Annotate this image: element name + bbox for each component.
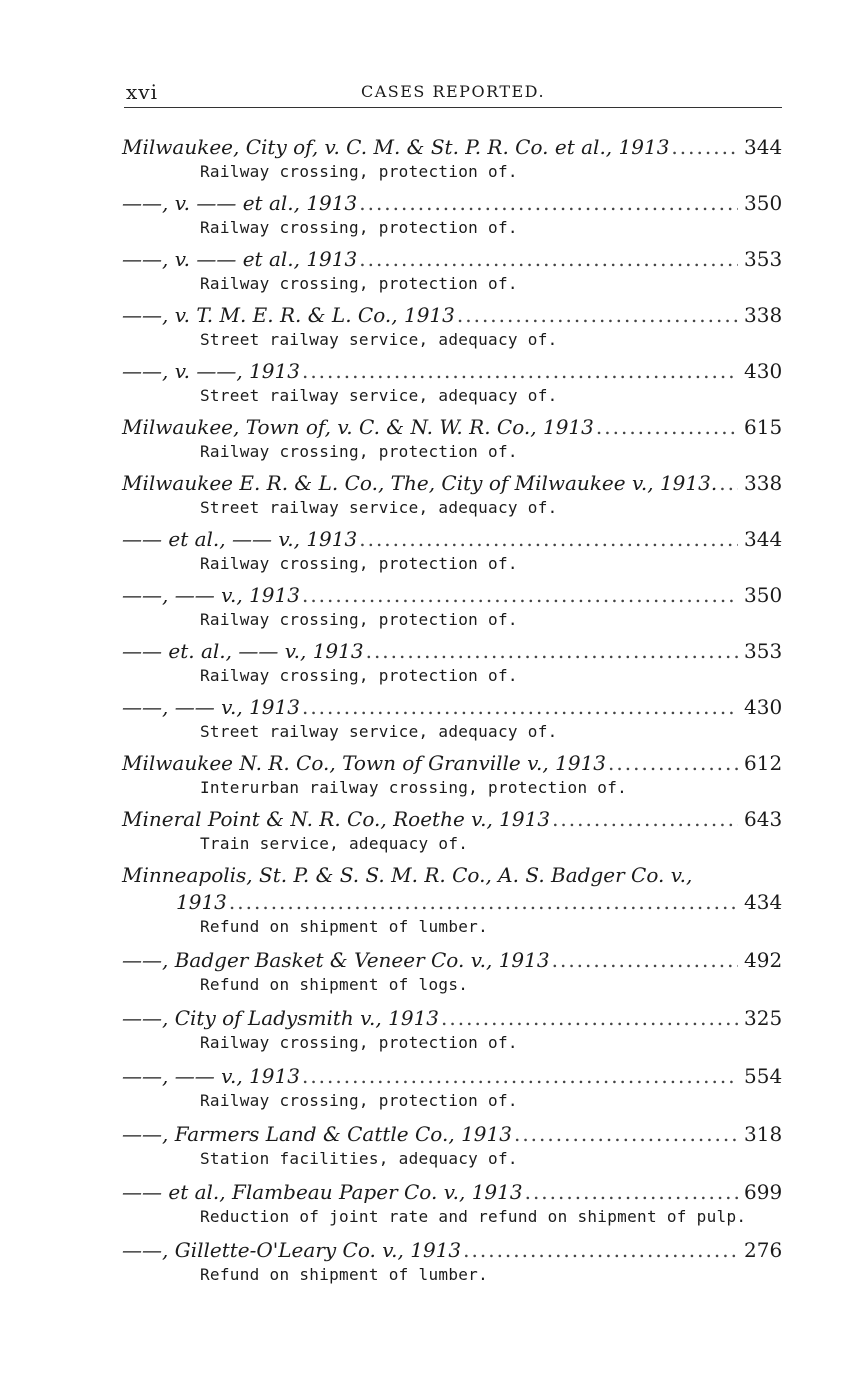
leader-dots — [608, 750, 738, 777]
case-title: ——, v. T. M. E. R. & L. Co., 1913 — [122, 303, 455, 327]
index-entry — [122, 526, 782, 575]
header-rule — [124, 107, 782, 108]
page-ref: 338 — [744, 471, 783, 495]
leader-dots — [463, 1237, 738, 1264]
leader-dots — [302, 694, 738, 721]
leader-dots — [359, 526, 738, 553]
page-ref: 615 — [744, 415, 783, 439]
case-subject: Railway crossing, protection of. — [200, 274, 518, 293]
case-title: Minneapolis, St. P. & S. S. M. R. Co., A. S. Badger Co. v., — [122, 863, 693, 887]
page-ref: 338 — [744, 303, 783, 327]
case-subject: Railway crossing, protection of. — [200, 218, 518, 237]
leader-dots — [596, 414, 738, 441]
case-subject: Railway crossing, protection of. — [200, 442, 518, 461]
case-title: ——, —— v., 1913 — [122, 1064, 300, 1088]
case-title: Milwaukee E. R. & L. Co., The, City of Milwaukee v., 1913. — [122, 471, 718, 495]
running-head: CASES REPORTED. — [360, 82, 546, 101]
case-subject: Railway crossing, protection of. — [200, 666, 518, 685]
case-title: —— et al., Flambeau Paper Co. v., 1913 — [122, 1180, 523, 1204]
leader-dots — [359, 246, 738, 273]
case-title: ——, v. —— et al., 1913 — [122, 191, 358, 215]
index-entry — [122, 134, 782, 183]
page-ref: 344 — [744, 527, 783, 551]
case-subject: Railway crossing, protection of. — [200, 1091, 518, 1110]
leader-dots — [525, 1179, 738, 1206]
case-title: Milwaukee, City of, v. C. M. & St. P. R. Co. et al., 1913 — [122, 135, 670, 159]
case-title: ——, v. —— et al., 1913 — [122, 247, 358, 271]
page-ref: 699 — [744, 1180, 783, 1204]
page-ref: 434 — [744, 890, 783, 914]
page-ref: 350 — [744, 191, 783, 215]
leader-dots — [302, 582, 738, 609]
index-entry — [122, 582, 782, 631]
case-title-continued: 1913 — [176, 890, 227, 914]
index-entry — [122, 750, 782, 799]
case-subject: Train service, adequacy of. — [200, 834, 469, 853]
index-entry — [122, 1121, 782, 1170]
index-entry — [122, 358, 782, 407]
case-title: ——, —— v., 1913 — [122, 583, 300, 607]
case-subject: Street railway service, adequacy of. — [200, 722, 558, 741]
case-title: ——, Farmers Land & Cattle Co., 1913 — [122, 1122, 512, 1146]
index-entry — [122, 1179, 782, 1228]
index-entry — [122, 862, 782, 938]
case-title: ——, v. ——, 1913 — [122, 359, 300, 383]
case-title: —— et al., —— v., 1913 — [122, 527, 358, 551]
page-ref: 353 — [744, 639, 783, 663]
index-entry — [122, 1063, 782, 1112]
leader-dots — [229, 889, 738, 916]
index-entry — [122, 947, 782, 996]
page-ref: 492 — [744, 948, 783, 972]
case-subject: Reduction of joint rate and refund on shipment of pulp. — [200, 1207, 747, 1226]
page-ref: 643 — [744, 807, 783, 831]
case-subject: Street railway service, adequacy of. — [200, 498, 558, 517]
case-title: —— et. al., —— v., 1913 — [122, 639, 364, 663]
leader-dots — [514, 1121, 738, 1148]
page-header — [124, 80, 782, 108]
index-entry — [122, 806, 782, 855]
case-subject: Street railway service, adequacy of. — [200, 330, 558, 349]
case-subject: Railway crossing, protection of. — [200, 1033, 518, 1052]
index-entry — [122, 302, 782, 351]
case-title: ——, —— v., 1913 — [122, 695, 300, 719]
leader-dots — [359, 190, 738, 217]
case-subject: Railway crossing, protection of. — [200, 162, 518, 181]
index-entry — [122, 694, 782, 743]
index-entry — [122, 1005, 782, 1054]
case-subject: Street railway service, adequacy of. — [200, 386, 558, 405]
index-entry — [122, 414, 782, 463]
case-title: ——, Gillette-O'Leary Co. v., 1913 — [122, 1238, 462, 1262]
leader-dots — [441, 1005, 738, 1032]
case-subject: Railway crossing, protection of. — [200, 610, 518, 629]
leader-dots — [302, 358, 738, 385]
case-title: Mineral Point & N. R. Co., Roethe v., 1913 — [122, 807, 551, 831]
leader-dots — [719, 470, 738, 497]
page-ref: 318 — [744, 1122, 783, 1146]
case-index-list — [122, 134, 782, 1295]
leader-dots — [552, 806, 738, 833]
index-entry — [122, 638, 782, 687]
leader-dots — [671, 134, 738, 161]
page-ref: 344 — [744, 135, 783, 159]
case-title: ——, Badger Basket & Veneer Co. v., 1913 — [122, 948, 550, 972]
leader-dots — [366, 638, 738, 665]
page-ref: 554 — [744, 1064, 783, 1088]
index-entry — [122, 190, 782, 239]
page-number: xvi — [126, 80, 158, 104]
case-subject: Station facilities, adequacy of. — [200, 1149, 518, 1168]
case-subject: Refund on shipment of logs. — [200, 975, 469, 994]
index-entry — [122, 470, 782, 519]
index-entry — [122, 246, 782, 295]
case-title: Milwaukee, Town of, v. C. & N. W. R. Co., 1913 — [122, 415, 594, 439]
index-entry — [122, 1237, 782, 1286]
case-subject: Refund on shipment of lumber. — [200, 1265, 489, 1284]
leader-dots — [457, 302, 738, 329]
case-subject: Refund on shipment of lumber. — [200, 917, 489, 936]
case-title: Milwaukee N. R. Co., Town of Granville v., 1913 — [122, 751, 607, 775]
page-ref: 430 — [744, 695, 783, 719]
page-ref: 612 — [744, 751, 783, 775]
page-ref: 276 — [744, 1238, 783, 1262]
case-subject: Railway crossing, protection of. — [200, 554, 518, 573]
page-ref: 350 — [744, 583, 783, 607]
case-title: ——, City of Ladysmith v., 1913 — [122, 1006, 440, 1030]
case-subject: Interurban railway crossing, protection of. — [200, 778, 628, 797]
leader-dots — [302, 1063, 738, 1090]
leader-dots — [552, 947, 738, 974]
page-ref: 430 — [744, 359, 783, 383]
page-ref: 325 — [744, 1006, 783, 1030]
page-ref: 353 — [744, 247, 783, 271]
